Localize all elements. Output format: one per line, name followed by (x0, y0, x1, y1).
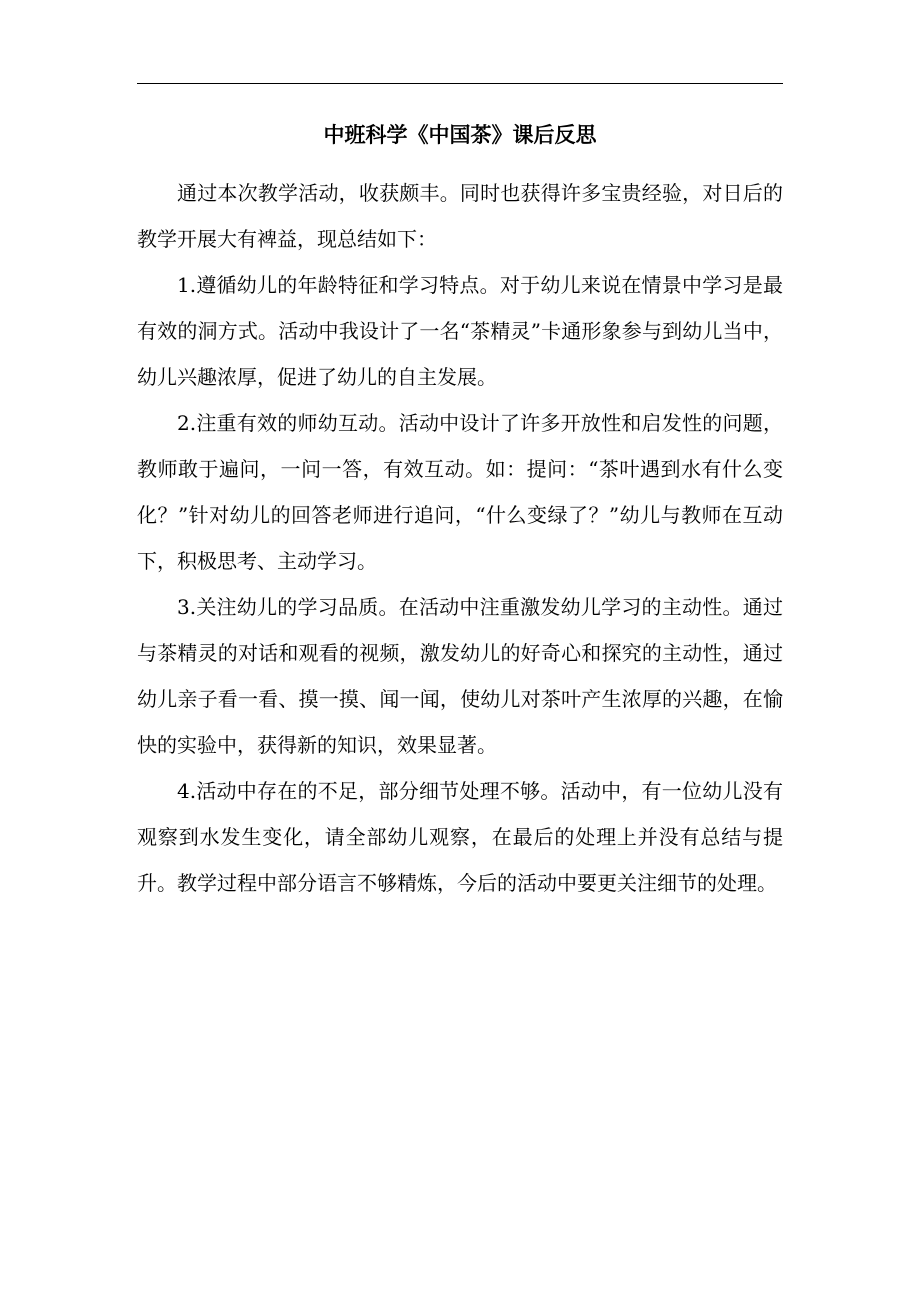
point-2-paragraph: 2.注重有效的师幼互动。活动中设计了许多开放性和启发性的问题，教师敢于遍问，一问一答，有效互动。如：提问：“茶叶遇到水有什么变化？”针对幼儿的回答老师进行追问，“什么变绿了？”幼儿与教师在互动下，积极思考、主动学习。 (137, 411, 783, 573)
point-4-paragraph: 4.活动中存在的不足，部分细节处理不够。活动中，有一位幼儿没有观察到水发生变化，请全部幼儿观察，在最后的处理上并没有总结与提升。教学过程中部分语言不够精炼，今后的活动中要更关注细节的处理。 (137, 779, 783, 895)
document-body (137, 170, 783, 906)
header-divider (137, 83, 783, 84)
document-title: 中班科学《中国茶》课后反思 (323, 122, 597, 147)
point-3-paragraph: 3.关注幼儿的学习品质。在活动中注重激发幼儿学习的主动性。通过与茶精灵的对话和观看的视频，激发幼儿的好奇心和探究的主动性，通过幼儿亲子看一看、摸一摸、闻一闻，使幼儿对茶叶产生浓厚的兴趣，在愉快的实验中，获得新的知识，效果显著。 (137, 595, 783, 757)
intro-paragraph: 通过本次教学活动，收获颇丰。同时也获得许多宝贵经验，对日后的教学开展大有裨益，现总结如下： (137, 181, 783, 251)
point-1-paragraph: 1.遵循幼儿的年龄特征和学习特点。对于幼儿来说在情景中学习是最有效的洞方式。活动中我设计了一名“茶精灵”卡通形象参与到幼儿当中，幼儿兴趣浓厚，促进了幼儿的自主发展。 (137, 273, 783, 389)
